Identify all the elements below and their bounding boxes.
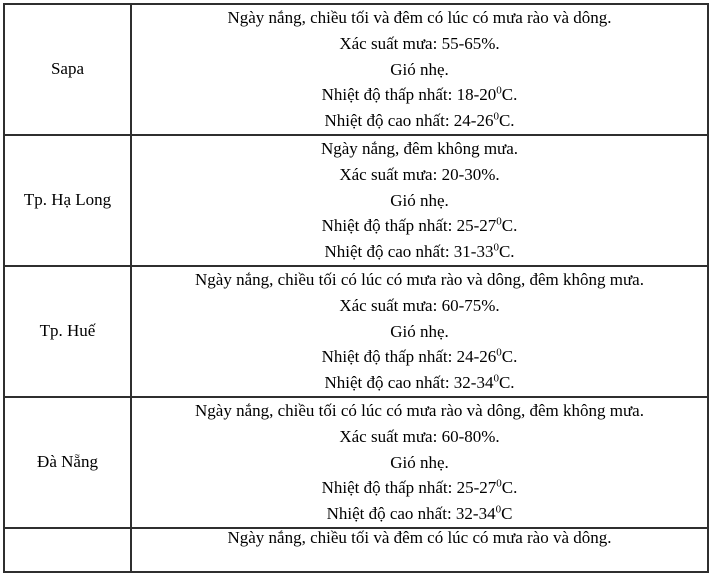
- temp-min-text: Nhiệt độ thấp nhất: 25-27: [321, 478, 497, 498]
- rain-probability-line: Xác suất mưa: 60-75%.: [339, 295, 500, 315]
- temp-min-line: [132, 82, 707, 108]
- wind-line: Gió nhẹ.: [390, 59, 449, 79]
- location-cell: [4, 135, 131, 266]
- temp-min-line: [132, 475, 707, 501]
- temp-min-line: [132, 344, 707, 370]
- forecast-line: Ngày nắng, chiều tối có lúc có mưa rào và dông, đêm không mưa.: [195, 269, 644, 289]
- temp-unit: C.: [498, 373, 515, 393]
- temp-unit: C.: [498, 111, 515, 131]
- degree-superscript: 0: [496, 477, 502, 490]
- location-label: Tp. Hạ Long: [23, 190, 112, 210]
- temp-max-text: Nhiệt độ cao nhất: 32-34: [326, 504, 496, 524]
- forecast-cell: [131, 397, 708, 528]
- temp-max-line: [132, 501, 707, 527]
- rain-probability-line: Xác suất mưa: 60-80%.: [339, 426, 500, 446]
- temp-unit: C.: [501, 216, 518, 236]
- temp-max-text: Nhiệt độ cao nhất: 31-33: [324, 242, 494, 262]
- temp-unit: C: [501, 504, 513, 524]
- table-row-da-nang: [4, 397, 708, 528]
- temp-unit: C.: [501, 347, 518, 367]
- temp-max-line: [132, 108, 707, 134]
- degree-superscript: 0: [493, 372, 499, 385]
- temp-unit: C.: [498, 242, 515, 262]
- location-cell: [4, 266, 131, 397]
- temp-min-line: [132, 213, 707, 239]
- table-row-hue: [4, 266, 708, 397]
- temp-max-text: Nhiệt độ cao nhất: 32-34: [324, 373, 494, 393]
- rain-probability-line: Xác suất mưa: 20-30%.: [339, 164, 500, 184]
- location-cell: [4, 528, 131, 572]
- location-cell: [4, 397, 131, 528]
- temp-unit: C.: [501, 478, 518, 498]
- location-label: Tp. Huế: [39, 321, 96, 341]
- temp-unit: C.: [501, 85, 518, 105]
- degree-superscript: 0: [493, 241, 499, 254]
- temp-min-text: Nhiệt độ thấp nhất: 25-27: [321, 216, 497, 236]
- rain-probability-line: Xác suất mưa: 55-65%.: [339, 33, 500, 53]
- wind-line: Gió nhẹ.: [390, 190, 449, 210]
- degree-superscript: 0: [493, 110, 499, 123]
- weather-forecast-table: [3, 3, 709, 573]
- degree-superscript: 0: [496, 84, 502, 97]
- wind-line: Gió nhẹ.: [390, 321, 449, 341]
- table-row-partial: [4, 528, 708, 572]
- forecast-cell: [131, 4, 708, 135]
- forecast-line: Ngày nắng, đêm không mưa.: [320, 138, 519, 158]
- forecast-line: Ngày nắng, chiều tối có lúc có mưa rào và dông, đêm không mưa.: [195, 400, 644, 420]
- forecast-cell: [131, 528, 708, 572]
- temp-max-line: [132, 370, 707, 396]
- table-row-sapa: [4, 4, 708, 135]
- degree-superscript: 0: [496, 215, 502, 228]
- location-cell: [4, 4, 131, 135]
- temp-min-text: Nhiệt độ thấp nhất: 18-20: [321, 85, 497, 105]
- forecast-line: Ngày nắng, chiều tối và đêm có lúc có mưa rào và dông.: [227, 8, 612, 27]
- temp-max-line: [132, 239, 707, 265]
- location-label: Sapa: [50, 59, 85, 79]
- degree-superscript: 0: [495, 503, 502, 516]
- forecast-cell: [131, 135, 708, 266]
- temp-max-text: Nhiệt độ cao nhất: 24-26: [324, 111, 494, 131]
- degree-superscript: 0: [496, 346, 502, 359]
- location-label: Đà Nẵng: [37, 452, 98, 472]
- temp-min-text: Nhiệt độ thấp nhất: 24-26: [321, 347, 497, 367]
- wind-line: Gió nhẹ.: [390, 452, 449, 472]
- table-row-ha-long: [4, 135, 708, 266]
- forecast-cell: [131, 266, 708, 397]
- forecast-line: Ngày nắng, chiều tối và đêm có lúc có mưa rào và dông.: [227, 527, 612, 547]
